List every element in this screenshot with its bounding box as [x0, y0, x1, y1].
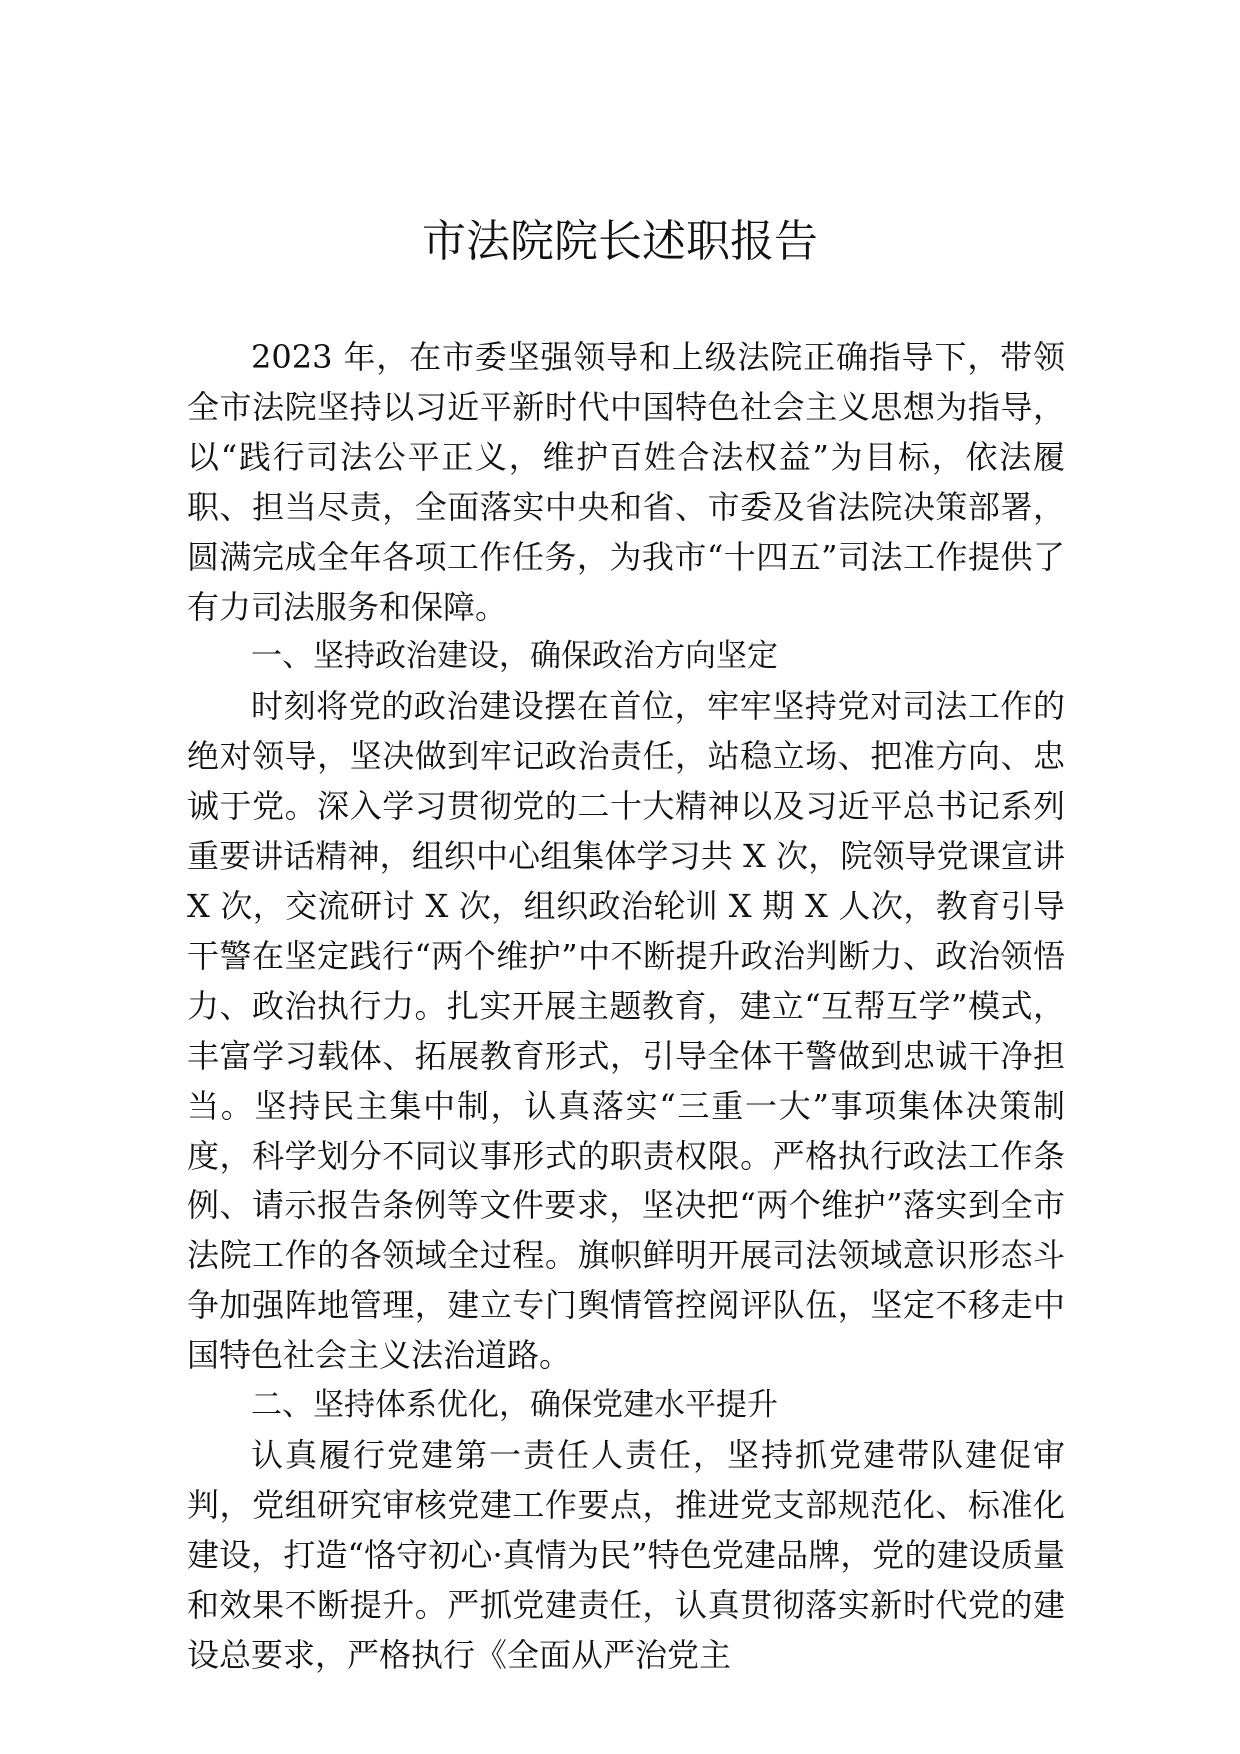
- section-2-paragraph: 认真履行党建第一责任人责任，坚持抓党建带队建促审判，党组研究审核党建工作要点，推进党支部规范化、标准化建设，打造“恪守初心·真情为民”特色党建品牌，党的建设质量和效果不断提升。严抓党建责任，认真贯彻落实新时代党的建设总要求，严格执行《全面从严治党主: [187, 1435, 1065, 1674]
- section-heading-1: 一、坚持政治建设，确保政治方向坚定: [251, 638, 778, 675]
- intro-paragraph: 2023 年，在市委坚强领导和上级法院正确指导下，带领全市法院坚持以习近平新时代中国特色社会主义思想为指导，以“践行司法公平正义，维护百姓合法权益”为目标，依法履职、担当尽责，全面落实中央和省、市委及省法院决策部署，圆满完成全年各项工作任务，为我市“十四五”司法工作提供了有力司法服务和保障。: [187, 338, 1065, 626]
- document-title: 市法院院长述职报告: [422, 216, 818, 267]
- section-1-paragraph: 时刻将党的政治建设摆在首位，牢牢坚持党对司法工作的绝对领导，坚决做到牢记政治责任，站稳立场、把准方向、忠诚于党。深入学习贯彻党的二十大精神以及习近平总书记系列重要讲话精神，组织中心组集体学习共 X 次，院领导党课宣讲 X 次，交流研讨 X 次，组织政治轮训 X 期 X 人次，教育引导干警在坚定践行“两个维护”中不断提升政治判断力、政治领悟力、政治执行力。扎实开展主题教育，建立“互帮互学”模式，丰富学习载体、拓展教育形式，引导全体干警做到忠诚干净担当。坚持民主集中制，认真落实“三重一大”事项集体决策制度，科学划分不同议事形式的职责权限。严格执行政法工作条例、请示报告条例等文件要求，坚决把“两个维护”落实到全市法院工作的各领域全过程。旗帜鲜明开展司法领域意识形态斗争加强阵地管理，建立专门舆情管控阅评队伍，坚定不移走中国特色社会主义法治道路。: [187, 687, 1065, 1375]
- document-body: [187, 333, 1065, 1680]
- section-heading-2: 二、坚持体系优化，确保党建水平提升: [251, 1387, 778, 1424]
